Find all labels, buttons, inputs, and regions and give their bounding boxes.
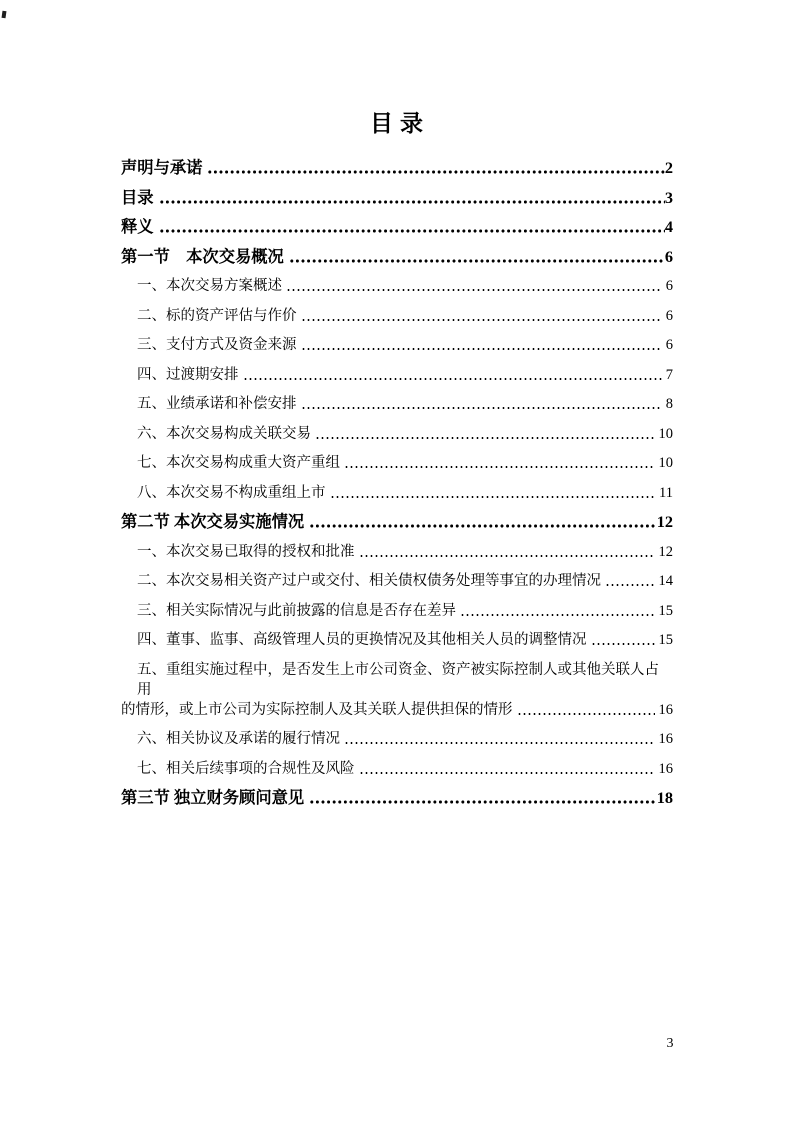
dot-leader xyxy=(359,554,655,558)
toc-entry-item xyxy=(121,276,673,296)
toc-entry-chapter xyxy=(121,512,673,532)
toc-entry-item xyxy=(121,483,673,503)
toc-entry-page: 8 xyxy=(665,396,673,412)
toc-entry-page: 12 xyxy=(658,543,673,560)
toc-entry-item-wrapped xyxy=(121,660,673,720)
toc-entry-label: 一、本次交易已取得的授权和批准 xyxy=(137,543,355,560)
toc-entry-label: 三、相关实际情况与此前披露的信息是否存在差异 xyxy=(137,602,456,619)
toc-entry-page: 2 xyxy=(664,158,673,177)
toc-entry-page: 16 xyxy=(658,760,673,777)
toc-entry-item xyxy=(121,453,673,473)
dot-leader xyxy=(517,712,655,716)
dot-leader xyxy=(605,583,655,587)
dot-leader xyxy=(315,436,655,440)
toc-entry-item xyxy=(121,394,673,414)
toc-entry-item xyxy=(121,729,673,749)
dot-leader xyxy=(591,642,655,646)
toc-entry-page: 10 xyxy=(658,425,673,442)
dot-leader xyxy=(207,170,664,174)
toc-entry-item xyxy=(121,700,673,720)
toc-entry-page: 6 xyxy=(665,307,673,324)
toc-entry-label: 第三节 独立财务顾问意见 xyxy=(121,788,305,807)
toc-entry-label: 六、本次交易构成关联交易 xyxy=(137,425,311,442)
toc-entry-page: 6 xyxy=(665,337,673,353)
toc-entry-label-line2: 的情形，或上市公司为实际控制人及其关联人提供担保的情形 xyxy=(121,701,513,718)
toc-entry-page: 7 xyxy=(665,366,673,383)
toc-entry-page: 16 xyxy=(658,701,673,718)
toc-entry-item xyxy=(121,759,673,779)
toc-entry-page: 10 xyxy=(658,455,673,471)
dot-leader xyxy=(159,229,665,233)
toc-entry-chapter xyxy=(121,247,673,267)
dot-leader xyxy=(286,288,662,292)
toc-entry-chapter xyxy=(121,788,673,808)
scan-artifact xyxy=(2,11,7,18)
toc-entry-label: 一、本次交易方案概述 xyxy=(137,278,282,294)
page-title: 目录 xyxy=(370,111,430,136)
dot-leader xyxy=(301,406,662,410)
toc-entry-item xyxy=(121,542,673,562)
toc-entry-page: 15 xyxy=(658,602,673,619)
dot-leader xyxy=(344,741,655,745)
dot-leader xyxy=(301,347,662,351)
toc-entry-label-line1: 五、重组实施过程中，是否发生上市公司资金、资产被实际控制人或其他关联人占用 xyxy=(137,661,659,698)
toc-entry-label: 七、相关后续事项的合规性及风险 xyxy=(137,760,355,777)
toc-entry-label: 第一节 本次交易概况 xyxy=(121,246,284,266)
dot-leader xyxy=(344,465,655,469)
toc-entry-label: 六、相关协议及承诺的履行情况 xyxy=(137,731,340,747)
toc-entry-page: 6 xyxy=(664,246,673,266)
toc-entry-item xyxy=(121,601,673,621)
toc-entry-label: 第二节 本次交易实施情况 xyxy=(121,512,305,531)
toc-entry-label: 四、过渡期安排 xyxy=(137,366,239,383)
dot-leader xyxy=(359,771,655,775)
dot-leader xyxy=(289,259,665,263)
toc-entry-page: 18 xyxy=(656,788,673,807)
toc-entry-label: 二、本次交易相关资产过户或交付、相关债权债务处理等事宜的办理情况 xyxy=(137,573,601,589)
toc-entry-label: 五、业绩承诺和补偿安排 xyxy=(137,396,297,412)
toc-entry-item xyxy=(121,630,673,650)
toc-entry-label: 八、本次交易不构成重组上市 xyxy=(137,484,326,501)
toc-entry-item xyxy=(121,424,673,444)
toc-entry-label: 目录 xyxy=(121,187,154,207)
toc-entry-item xyxy=(121,365,673,385)
toc-entry-label: 七、本次交易构成重大资产重组 xyxy=(137,455,340,471)
toc-entry-page: 11 xyxy=(659,484,673,501)
toc-entry-label: 二、标的资产评估与作价 xyxy=(137,307,297,324)
dot-leader xyxy=(460,613,655,617)
toc-entry-chapter xyxy=(121,217,673,237)
footer-page-number: 3 xyxy=(666,1036,674,1051)
dot-leader xyxy=(330,495,656,499)
toc-entry-chapter xyxy=(121,158,673,178)
toc-entry-page: 14 xyxy=(658,573,673,589)
toc-entry-label: 三、支付方式及资金来源 xyxy=(137,337,297,353)
toc-entry-page: 6 xyxy=(665,278,673,294)
toc-entry-label: 声明与承诺 xyxy=(121,158,203,177)
toc-entry-label: 四、董事、监事、高级管理人员的更换情况及其他相关人员的调整情况 xyxy=(137,632,587,648)
toc-entry-item xyxy=(121,335,673,355)
toc-entry-item xyxy=(121,571,673,591)
dot-leader xyxy=(243,377,662,381)
toc-entry-page: 16 xyxy=(658,731,673,747)
toc-entry-page: 3 xyxy=(664,187,673,207)
table-of-contents xyxy=(121,158,673,818)
dot-leader xyxy=(301,318,662,322)
toc-entry-page: 15 xyxy=(658,632,673,648)
toc-entry-chapter xyxy=(121,188,673,208)
toc-entry-item xyxy=(121,306,673,326)
dot-leader xyxy=(309,524,657,528)
toc-entry-page: 4 xyxy=(664,217,673,236)
toc-entry-page: 12 xyxy=(656,512,673,531)
toc-entry-label: 释义 xyxy=(121,217,154,236)
dot-leader xyxy=(159,200,665,204)
dot-leader xyxy=(309,800,657,804)
